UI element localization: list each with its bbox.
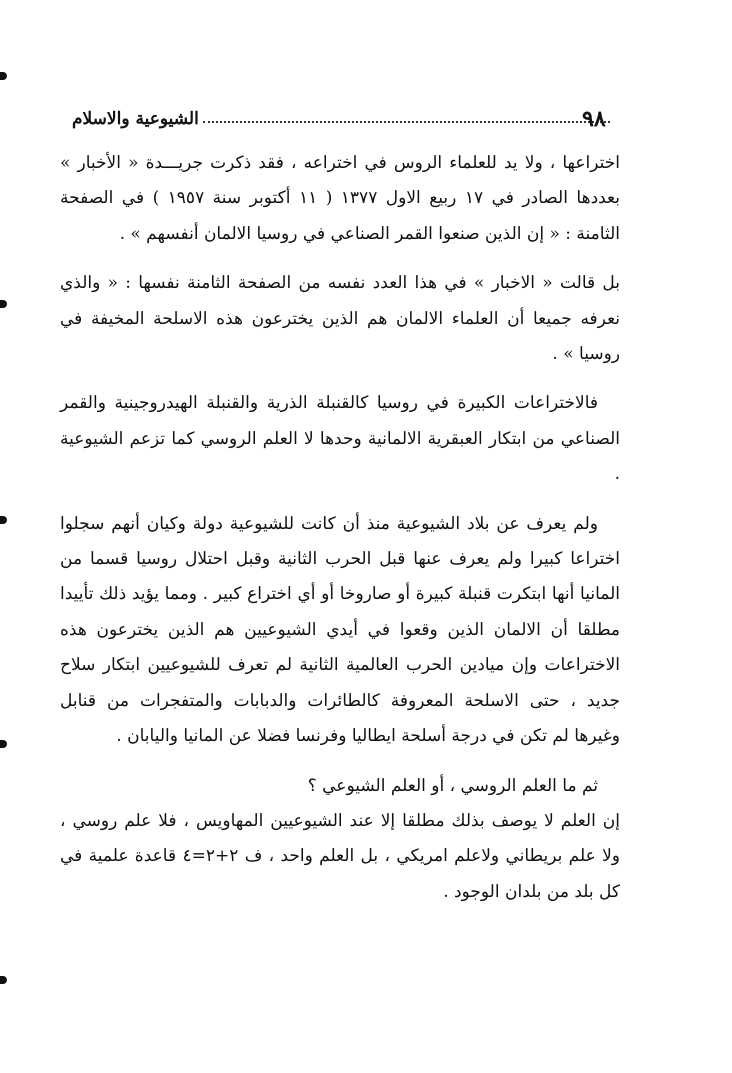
paragraph: فالاختراعات الكبيرة في روسيا كالقنبلة الذرية والقنبلة الهيدروجينية والقمر الصناعي من ابتكار العبقرية الالمانية وحدها لا العلم الروسي كما تزعم الشيوعية . [60,393,620,485]
binding-mark [0,976,7,984]
binding-mark [0,516,7,524]
paragraph: بل قالت « الاخبار » في هذا العدد نفسه من الصفحة الثامنة نفسها : « والذي نعرفه جميعا أن العلماء الالمان هم الذين يخترعون هذه الاسلحة المخيفة في روسيا » . [60,273,620,365]
body-text [60,146,620,924]
binding-mark [0,300,7,308]
paragraph: ثم ما العلم الروسي ، أو العلم الشيوعي ؟ [307,775,598,796]
paragraph: ولم يعرف عن بلاد الشيوعية منذ أن كانت للشيوعية دولة وكيان أنهم سجلوا اختراعا كبيرا ولم يعرف عنها قبل الحرب الثانية وقبل احتلال روسيا قسما من المانيا أنها ابتكرت قنبلة كبيرة أو صاروخا أو أي اختراع كبير . ومما يؤيد ذلك تأييدا مطلقا أن الالمان الذين وقعوا في أيدي الشيوعيين هم الذين يخترعون هذه الاختراعات وإن ميادين الحرب العالمية الثانية لم تعرف للشيوعيين ابتكار سلاح جديد ، حتى الاسلحة المعروفة كالطائرات والدبابات والمتفجرات من قنابل وغيرها لم تكن في درجة أسلحة ايطاليا وفرنسا فضلا عن المانيا واليابان . [60,513,620,747]
page-number: ٩٨ [582,106,606,132]
paragraph: اختراعها ، ولا يد للعلماء الروس في اختراعه ، فقد ذكرت جريـــدة « الأخبار » بعددها الصادر في ١٧ ربيع الاول ١٣٧٧ ( ١١ أكتوبر سنة ١٩٥٧ ) في الصفحة الثامنة : « إن الذين صنعوا القمر الصناعي في روسيا الالمان أنفسهم » . [60,153,620,244]
binding-mark [0,72,7,80]
paragraph: إن العلم لا يوصف بذلك مطلقا إلا عند الشيوعيين المهاويس ، فلا علم روسي ، ولا علم بريطاني ولاعلم امريكي ، بل العلم واحد ، ف ٢+٢=٤ قاعدة علمية في كل بلد من بلدان الوجود . [60,810,620,902]
binding-mark [0,740,7,748]
dotted-leader [203,121,610,123]
running-header [72,104,616,134]
running-title: الشيوعية والاسلام [72,109,199,129]
